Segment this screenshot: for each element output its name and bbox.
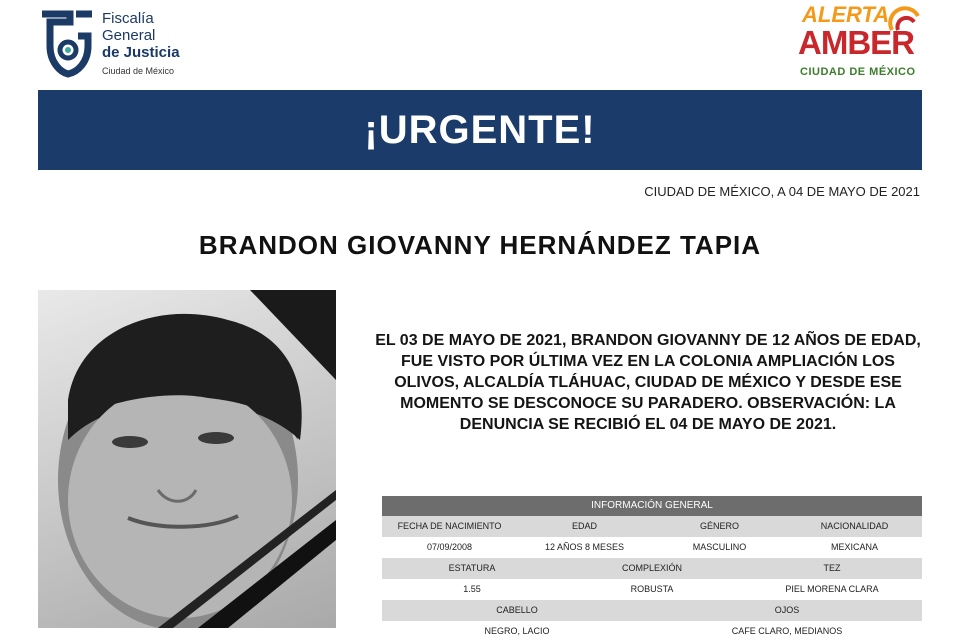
- value-eyes: CAFE CLARO, MEDIANOS: [731, 626, 843, 636]
- label-birthdate: FECHA DE NACIMIENTO: [397, 521, 502, 531]
- label-complexion: TEZ: [823, 563, 841, 573]
- table-row: [382, 537, 922, 558]
- label-hair: CABELLO: [496, 605, 538, 615]
- value-build: ROBUSTA: [630, 584, 674, 594]
- table-row: [382, 516, 922, 537]
- value-complexion: PIEL MORENA CLARA: [785, 584, 879, 594]
- value-birthdate: 07/09/2008: [426, 542, 473, 552]
- value-height: 1.55: [463, 584, 481, 594]
- agency-line3: de Justicia: [102, 44, 180, 61]
- value-hair: NEGRO, LACIO: [484, 626, 550, 636]
- table-row: [382, 579, 922, 600]
- amber-alert-logo: [796, 2, 926, 86]
- value-gender: MASCULINO: [692, 542, 747, 552]
- urgent-banner: ¡URGENTE!: [38, 90, 922, 170]
- table-row: [382, 558, 922, 579]
- agency-line1: Fiscalía: [102, 10, 154, 27]
- agency-line2: General: [102, 27, 156, 44]
- label-height: ESTATURA: [448, 563, 496, 573]
- fgj-emblem-icon: [38, 6, 96, 82]
- label-age: EDAD: [571, 521, 597, 531]
- amber-line3: CIUDAD DE MÉXICO: [800, 66, 916, 78]
- missing-person-photo: [38, 290, 336, 628]
- amber-line1: ALERTA: [802, 2, 890, 27]
- info-table-title: INFORMACIÓN GENERAL: [382, 496, 922, 516]
- value-age: 12 AÑOS 8 MESES: [544, 542, 625, 552]
- missing-person-name: BRANDON GIOVANNY HERNÁNDEZ TAPIA: [198, 230, 762, 260]
- case-description: EL 03 DE MAYO DE 2021, BRANDON GIOVANNY DE 12 AÑOS DE EDAD, FUE VISTO POR ÚLTIMA VEZ EN LA COLONIA AMPLIACIÓN LOS OLIVOS, ALCALDÍA TLÁHUAC, CIUDAD DE MÉXICO Y DESDE ESE MOMENTO SE DESCONOCE SU PARADERO. OBSERVACIÓN: LA DENUNCIA SE RECIBIÓ EL 04 DE MAYO DE 2021.: [375, 332, 921, 433]
- amber-line2: AMBER: [798, 24, 914, 61]
- label-eyes: OJOS: [774, 605, 800, 615]
- table-row: [382, 621, 922, 642]
- label-gender: GÉNERO: [699, 521, 739, 531]
- general-info-table: [382, 496, 922, 642]
- fgj-logo: [38, 6, 198, 86]
- value-nationality: MEXICANA: [830, 542, 878, 552]
- label-nationality: NACIONALIDAD: [820, 521, 889, 531]
- agency-line4: Ciudad de México: [102, 66, 175, 76]
- label-build: COMPLEXIÓN: [621, 563, 682, 573]
- document-date: CIUDAD DE MÉXICO, A 04 DE MAYO DE 2021: [644, 184, 920, 199]
- table-row: [382, 600, 922, 621]
